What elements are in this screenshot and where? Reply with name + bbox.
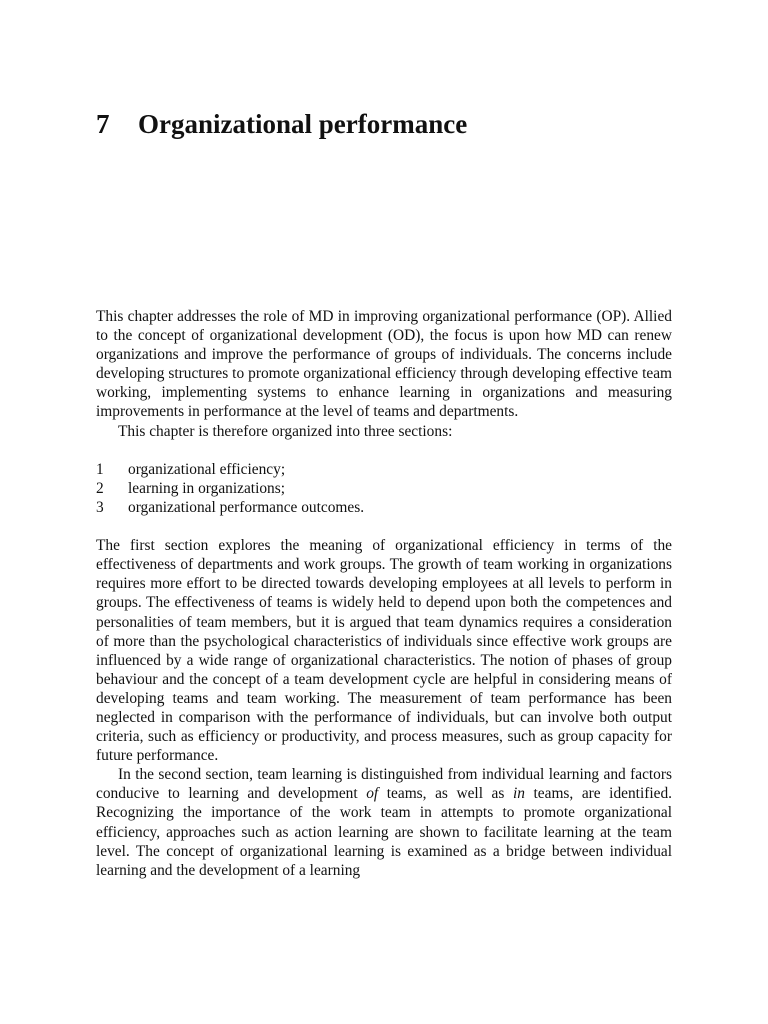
body-text bbox=[96, 307, 672, 880]
section-list bbox=[96, 460, 672, 517]
text-run: teams, as well as bbox=[378, 785, 513, 803]
first-section-paragraph: The first section explores the meaning of organizational efficiency in terms of the effectiveness of departments and work groups. The growth of team working in organizations requires more effort to be directed towards developing employees at all levels to perform in groups. The effectiveness of teams is widely held to depend upon both the competences and personalities of team members, but it is argued that team dynamics requires a consideration of more than the psychological characteristics of individuals since effective work groups are influenced by a wide range of organizational characteristics. The notion of phases of group behaviour and the concept of a team development cycle are helpful in considering means of developing teams and team working. The measurement of team performance has been neglected in comparison with the performance of individuals, but can involve both output criteria, such as efficiency or productivity, and process measures, such as group capacity for future performance. bbox=[96, 537, 672, 765]
emphasis-in: in bbox=[512, 785, 525, 803]
list-item-number: 3 bbox=[96, 498, 104, 516]
chapter-number: 7 bbox=[96, 109, 110, 140]
list-item-number: 2 bbox=[96, 479, 104, 497]
emphasis-of: of bbox=[366, 785, 379, 803]
list-item-label: organizational performance outcomes. bbox=[128, 498, 365, 516]
list-item-number: 1 bbox=[96, 460, 104, 478]
list-item-label: organizational efficiency; bbox=[128, 460, 286, 478]
intro-lead: This chapter is therefore organized into three sections: bbox=[118, 422, 453, 440]
chapter-title: Organizational performance bbox=[138, 109, 468, 140]
list-item-label: learning in organizations; bbox=[128, 479, 286, 497]
list-item bbox=[96, 498, 672, 517]
chapter-heading bbox=[96, 106, 467, 142]
list-item bbox=[96, 479, 672, 498]
second-section-paragraph bbox=[96, 765, 672, 880]
intro-paragraph: This chapter addresses the role of MD in improving organizational performance (OP). Allied to the concept of organizational development (OD), the focus is upon how MD can renew organizations and improve the performance of groups of individuals. The concerns include developing structures to promote organizational efficiency through developing effective team working, implementing systems to enhance learning in organizations and measuring improvements in performance at the level of teams and departments. bbox=[96, 308, 672, 421]
text-run: teams, are identified. Recognizing the importance of the work team in attempts to promote organizational efficiency, approaches such as action learning are shown to facilitate learning at the team level. The concept of organizational learning is examined as a bridge between individual learning and the development of a learning bbox=[96, 785, 673, 879]
text-run: In the second section, team learning is distinguished from individual learning and factors conducive to learning and development bbox=[96, 766, 672, 803]
list-item bbox=[96, 460, 672, 479]
